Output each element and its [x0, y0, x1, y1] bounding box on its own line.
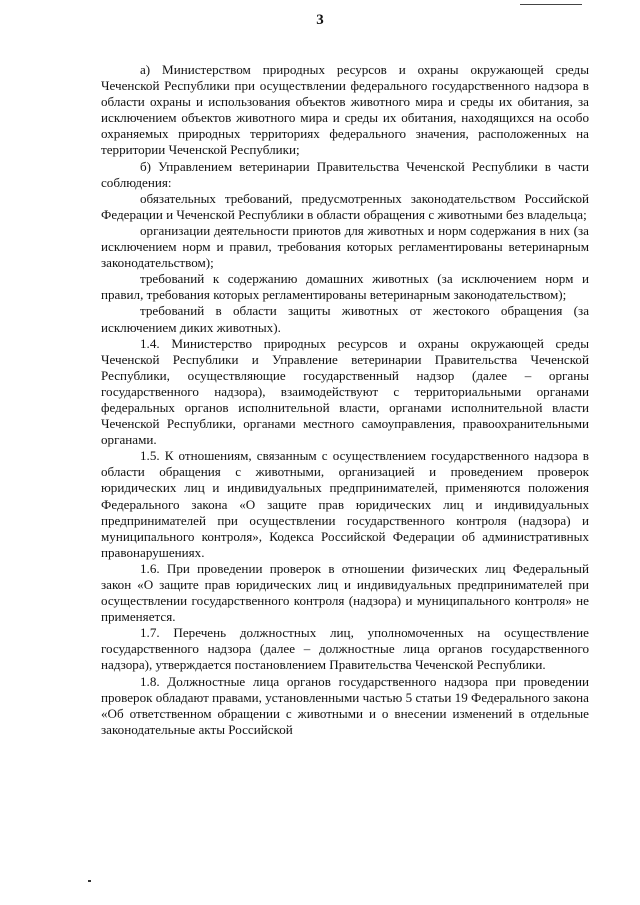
document-body	[101, 62, 589, 738]
paragraph-a: а) Министерством природных ресурсов и охраны окружающей среды Чеченской Республики при осуществлении федерального государственного надзора в области охраны и использования объектов животного мира и среды их обитания, за исключением объектов животного мира и среды их обитания, находящихся на особо охраняемых природных территориях федерального значения, расположенных на территории Чеченской Республики;	[101, 62, 589, 158]
paragraph-1-7: 1.7. Перечень должностных лиц, уполномоченных на осуществление государственного надзора (далее – должностные лица органов государственного надзора), утверждается постановлением Правительства Чеченской Республики.	[101, 625, 589, 673]
paragraph-requirements-without-owner: обязательных требований, предусмотренных законодательством Российской Федерации и Чеченской Республики в области обращения с животными без владельца;	[101, 190, 589, 222]
paragraph-b: б) Управлением ветеринарии Правительства Чеченской Республики в части соблюдения:	[101, 158, 589, 190]
paragraph-1-5: 1.5. К отношениям, связанным с осуществлением государственного надзора в области обращения с животными, организацией и проведением проверок юридических лиц и индивидуальных предпринимателей, применяются положения Федерального закона «О защите прав юридических лиц и индивидуальных предпринимателей при осуществлении государственного контроля (надзора) и муниципального контроля», Кодекса Российской Федерации об административных правонарушениях.	[101, 448, 589, 560]
paragraph-1-6: 1.6. При проведении проверок в отношении физических лиц Федеральный закон «О защите прав юридических лиц и индивидуальных предпринимателей при осуществлении государственного контроля (надзора) и муниципального контроля» не применяется.	[101, 560, 589, 625]
page-number: 3	[316, 12, 324, 28]
header-rule	[520, 4, 582, 5]
paragraph-cruelty-protection: требований в области защиты животных от жестокого обращения (за исключением диких животных).	[101, 303, 589, 335]
scan-speck	[88, 880, 91, 882]
paragraph-shelters: организации деятельности приютов для животных и норм содержания в них (за исключением норм и правил, требования которых регламентированы ветеринарным законодательством);	[101, 222, 589, 271]
paragraph-domestic-animals: требований к содержанию домашних животных (за исключением норм и правил, требования которых регламентированы ветеринарным законодательством);	[101, 271, 589, 303]
paragraph-1-4: 1.4. Министерство природных ресурсов и охраны окружающей среды Чеченской Республики и Управление ветеринарии Правительства Чеченской Республики, осуществляющие государственный надзор (далее – органы государственного надзора), взаимодействуют с территориальными органами федеральных органов исполнительной власти, органами исполнительной власти Чеченской Республики, органами местного самоуправления, правоохранительными органами.	[101, 335, 589, 448]
paragraph-1-8: 1.8. Должностные лица органов государственного надзора при проведении проверок обладают правами, установленными частью 5 статьи 19 Федерального закона «Об ответственном обращении с животными и о внесении изменений в отдельные законодательные акты Российской	[101, 673, 589, 737]
